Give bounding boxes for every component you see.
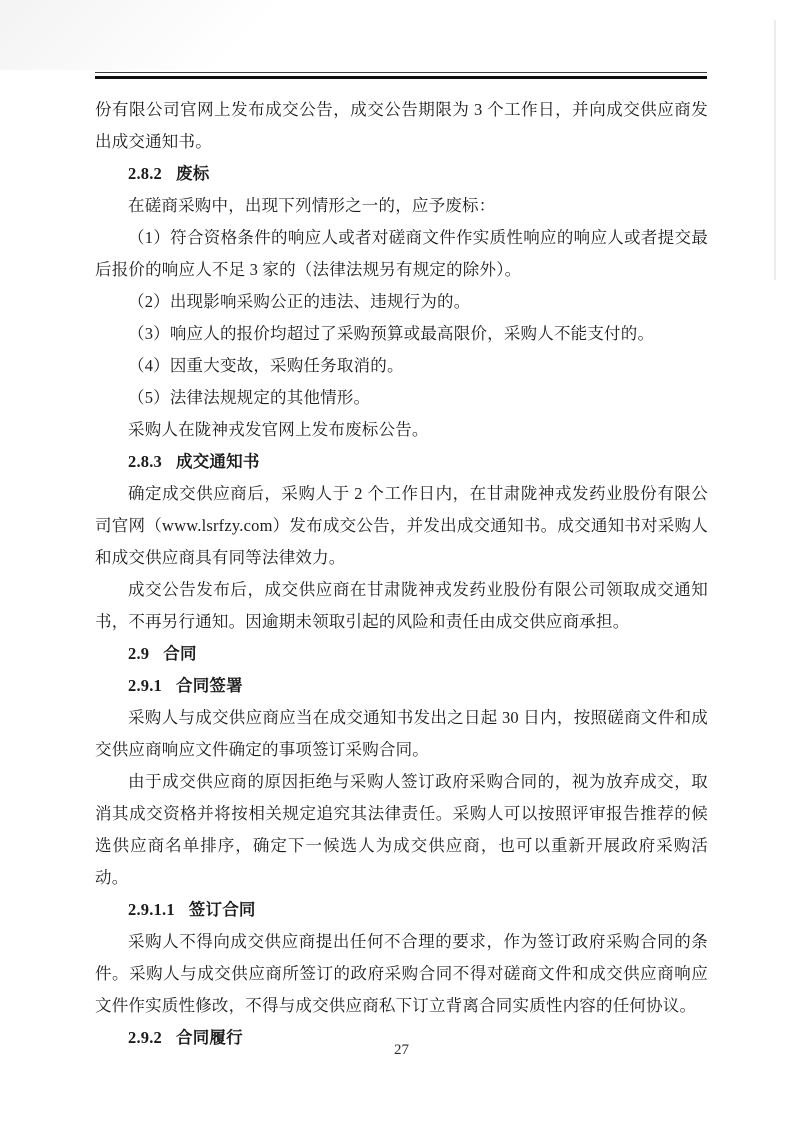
heading-title: 签订合同 [188, 900, 256, 919]
heading-title: 废标 [176, 164, 210, 183]
heading-number: 2.9.1 [128, 676, 162, 695]
scan-edge-artifact [774, 20, 776, 280]
page-number: 27 [394, 1042, 409, 1058]
body-paragraph: 采购人不得向成交供应商提出任何不合理的要求，作为签订政府采购合同的条件。采购人与成交供应商所签订的政府采购合同不得对磋商文件和成交供应商响应文件作实质性修改，不得与成交供应商私下订立背离合同实质性内容的任何协议。 [95, 932, 708, 1015]
body-paragraph: 采购人在陇神戎发官网上发布废标公告。 [128, 420, 429, 439]
scan-shadow-artifact [0, 0, 340, 70]
list-item-3: （3）响应人的报价均超过了采购预算或最高限价，采购人不能支付的。 [128, 324, 655, 343]
heading-title: 成交通知书 [176, 452, 260, 471]
heading-number: 2.8.3 [128, 452, 162, 471]
section-heading-2-9 [95, 638, 708, 670]
body-paragraph: 确定成交供应商后，采购人于 2 个工作日内，在甘肃陇神戎发药业股份有限公司官网（www.lsrfzy.com）发布成交公告，并发出成交通知书。成交通知书对采购人和成交供应商具有同等法律效力。 [95, 484, 708, 567]
heading-number: 2.9.2 [128, 1028, 162, 1047]
list-item-5: （5）法律法规规定的其他情形。 [128, 388, 371, 407]
list-item-1: （1）符合资格条件的响应人或者对磋商文件作实质性响应的响应人或者提交最后报价的响应人不足 3 家的（法律法规另有规定的除外）。 [95, 228, 708, 279]
document-content [95, 94, 708, 1054]
heading-number: 2.8.2 [128, 164, 162, 183]
list-item-4: （4）因重大变故，采购任务取消的。 [128, 356, 404, 375]
list-item-2: （2）出现影响采购公正的违法、违规行为的。 [128, 292, 471, 311]
body-paragraph: 成交公告发布后，成交供应商在甘肃陇神戎发药业股份有限公司领取成交通知书，不再另行通知。因逾期未领取引起的风险和责任由成交供应商承担。 [95, 580, 708, 631]
heading-title: 合同签署 [176, 676, 243, 695]
header-rule [95, 72, 707, 79]
section-heading-2-8-3 [95, 446, 708, 478]
body-paragraph: 由于成交供应商的原因拒绝与采购人签订政府采购合同的，视为放弃成交，取消其成交资格并将按相关规定追究其法律责任。采购人可以按照评审报告推荐的候选供应商名单排序，确定下一候选人为成交供应商，也可以重新开展政府采购活动。 [95, 772, 708, 887]
heading-number: 2.9 [128, 644, 150, 663]
continued-paragraph: 份有限公司官网上发布成交公告，成交公告期限为 3 个工作日，并向成交供应商发出成交通知书。 [95, 100, 708, 151]
heading-number: 2.9.1.1 [128, 900, 175, 919]
section-heading-2-9-1-1 [95, 894, 708, 926]
heading-title: 合同履行 [176, 1028, 243, 1047]
section-heading-2-8-2 [95, 158, 708, 190]
body-paragraph: 在磋商采购中，出现下列情形之一的，应予废标： [128, 196, 496, 215]
body-paragraph: 采购人与成交供应商应当在成交通知书发出之日起 30 日内，按照磋商文件和成交供应商响应文件确定的事项签订采购合同。 [95, 708, 708, 759]
heading-title: 合同 [163, 644, 197, 663]
section-heading-2-9-1 [95, 670, 708, 702]
